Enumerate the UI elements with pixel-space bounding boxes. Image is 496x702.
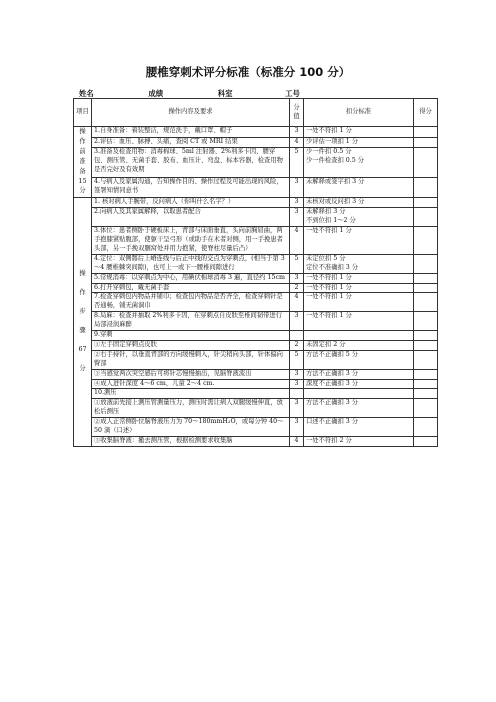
criteria-content: 5.常规消毒：以穿刺点为中心，用碘伏棉球消毒 3 遍，直径约 15cm	[92, 273, 290, 283]
criteria-content: ②成人正常侧卧位脑脊液压力为 70～180mmH₂O，或每分钟 40～50 滴（口述）	[92, 418, 290, 437]
deduction-rule	[304, 293, 414, 312]
name-label: 姓名	[79, 89, 94, 98]
table-row	[74, 293, 438, 312]
deduction-line: 一处不符扣 1 分	[306, 227, 352, 235]
criteria-points: 3	[290, 399, 304, 418]
deduction-rule	[304, 273, 414, 283]
deduction-line: 一处不符扣 1 分	[306, 273, 352, 281]
criteria-content: 6.打开穿刺包，戴无菌手套	[92, 283, 290, 293]
table-row	[74, 399, 438, 418]
score-got-cell[interactable]	[414, 178, 438, 198]
score-got-cell[interactable]	[414, 399, 438, 418]
criteria-points: 3	[290, 127, 304, 138]
criteria-points: 2	[290, 283, 304, 293]
deduction-line: 未定位扣 5 分	[306, 254, 346, 262]
section-label-char: 备	[79, 167, 86, 175]
score-got-cell[interactable]	[414, 273, 438, 283]
deduction-rule	[304, 198, 414, 208]
deduction-line: 未固定扣 2 分	[306, 340, 346, 348]
table-header-row	[74, 99, 438, 127]
section-label-char: 分	[79, 364, 86, 372]
deduction-line: 未核对或反问扣 3 分	[306, 198, 365, 206]
criteria-content: ④成人进针深度 4～6 cm，儿童 2～4 cm.	[92, 379, 290, 389]
table-row	[74, 254, 438, 273]
criteria-points: 3	[290, 379, 304, 389]
steps-section-label	[74, 198, 92, 447]
criteria-points	[290, 389, 304, 399]
criteria-points: 4	[290, 137, 304, 148]
section-label-char: 前	[79, 147, 86, 155]
score-got-cell[interactable]	[414, 389, 438, 399]
score-got-cell[interactable]	[414, 369, 438, 379]
deduction-rule	[304, 369, 414, 379]
deduction-line: 方法不正确扣 5 分	[306, 350, 359, 358]
table-row	[74, 178, 438, 198]
table-row	[74, 137, 438, 148]
deduction-rule	[304, 379, 414, 389]
criteria-points: 4	[290, 227, 304, 255]
deduction-rule	[304, 208, 414, 227]
score-got-cell[interactable]	[414, 350, 438, 369]
score-got-cell[interactable]	[414, 312, 438, 331]
section-label-char: 15	[78, 177, 87, 185]
deduction-line: 一处不符扣 1 分	[306, 283, 352, 291]
criteria-content: 9.穿刺	[92, 331, 290, 341]
table-row	[74, 331, 438, 341]
deduction-line: 少评估一项扣 1 分	[306, 137, 359, 145]
deduction-rule	[304, 389, 414, 399]
header-points: 分值	[290, 99, 304, 127]
score-got-cell[interactable]	[414, 437, 438, 447]
criteria-content: ①放液前先接上测压管测量压力，测压时需让病人双腿缓慢伸直，放松后测压	[92, 399, 290, 418]
section-label-char: 作	[79, 137, 86, 145]
table-row	[74, 437, 438, 447]
deduction-rule	[304, 254, 414, 273]
criteria-content: 4.与病人及家属沟通，告知操作目的、操作过程及可能出现的风险，签署知情同意书	[92, 178, 290, 198]
table-row	[74, 350, 438, 369]
criteria-content: 4.定位：双侧髂后上嵴连线与后正中线的交点为穿刺点，(相当于第 3～4 腰椎棘突间隙)，也可上一或下一腰椎间隙进行	[92, 254, 290, 273]
table-row	[74, 148, 438, 178]
table-row	[74, 379, 438, 389]
table-row	[74, 418, 438, 437]
section-label-char: 步	[79, 308, 86, 316]
score-got-cell[interactable]	[414, 137, 438, 148]
score-got-cell[interactable]	[414, 283, 438, 293]
score-got-cell[interactable]	[414, 198, 438, 208]
deduction-line: 深度不正确扣 3 分	[306, 379, 359, 387]
deduction-line: 未解释或签字扣 3 分	[306, 178, 365, 186]
deduction-line: 方法不正确扣 3 分	[306, 369, 359, 377]
criteria-points: 3	[290, 273, 304, 283]
table-row	[74, 198, 438, 208]
section-label-char: 操	[79, 128, 86, 135]
deduction-rule	[304, 331, 414, 341]
criteria-content: ③收集脑脊液：撤去测压管，根据检测要求收集脑	[92, 437, 290, 447]
criteria-content: 7.检查穿刺包内物品并铺巾；检查包内物品是否齐全，检查穿刺针是否通畅，铺无菌洞巾	[92, 293, 290, 312]
deduction-rule	[304, 148, 414, 178]
table-row	[74, 369, 438, 379]
criteria-points: 3	[290, 178, 304, 198]
criteria-points: 3	[290, 208, 304, 227]
criteria-content: ①左手固定穿刺点皮肤	[92, 340, 290, 350]
criteria-points: 2	[290, 340, 304, 350]
deduction-line: 少一件扣 0.5 分	[306, 148, 352, 156]
header-got: 得分	[414, 99, 438, 127]
score-got-cell[interactable]	[414, 418, 438, 437]
criteria-points: 5	[290, 350, 304, 369]
criteria-content: ②右手持针，以垂直背部的方向缓慢刺入，针尖稍向头部，针体偏向臀部	[92, 350, 290, 369]
table-row	[74, 389, 438, 399]
deduction-rule	[304, 127, 414, 138]
score-got-cell[interactable]	[414, 331, 438, 341]
criteria-points: 5	[290, 254, 304, 273]
section-label-char: 67	[78, 346, 87, 354]
table-row	[74, 127, 438, 138]
table-row	[74, 283, 438, 293]
deduction-line: 不到位扣 1～2 分	[306, 217, 356, 225]
criteria-points: 3	[290, 312, 304, 331]
criteria-content: 10.测压	[92, 389, 290, 399]
deduction-line: 未解释扣 3 分	[306, 208, 346, 216]
score-got-cell[interactable]	[414, 148, 438, 178]
deduction-rule	[304, 178, 414, 198]
table-row	[74, 227, 438, 255]
deduction-rule	[304, 283, 414, 293]
deduction-line: 一处不符扣 1 分	[306, 293, 352, 301]
deduction-rule	[304, 340, 414, 350]
deduction-rule	[304, 312, 414, 331]
deduction-line: 一处不符扣 2 分	[306, 437, 352, 444]
criteria-points: 5	[290, 148, 304, 178]
score-got-cell[interactable]	[414, 227, 438, 255]
deduction-line: 口述不正确扣 3 分	[306, 418, 359, 426]
criteria-points: 3	[290, 418, 304, 437]
section-label-char: 准	[79, 157, 86, 165]
section-label-char: 操	[79, 270, 86, 278]
header-deduction: 扣分标准	[304, 99, 414, 127]
criteria-points: 4	[290, 437, 304, 447]
deduction-line: 方法不正确扣 3 分	[306, 399, 359, 407]
score-label: 成绩	[148, 89, 164, 98]
criteria-content: 3.准备及检查用物：消毒棉球、5ml 注射器、2%利多卡因、腰穿包、测压管、无菌手套、胶布、血压计、弯盘、标本容器，检查用物是否完好及有效期	[92, 148, 290, 178]
score-got-cell[interactable]	[414, 254, 438, 273]
deduction-line: 少一件检查扣 0.5 分	[306, 157, 365, 165]
deduction-rule	[304, 437, 414, 447]
score-got-cell[interactable]	[414, 379, 438, 389]
scoring-table	[73, 98, 438, 447]
table-row	[74, 208, 438, 227]
criteria-content: ③当感觉两次突空感后可将针芯慢慢抽出，见脑脊液流出	[92, 369, 290, 379]
prep-section-label	[74, 127, 92, 198]
deduction-rule	[304, 399, 414, 418]
deduction-line: 一处不符扣 1 分	[306, 127, 352, 134]
deduction-rule	[304, 137, 414, 148]
criteria-content: 2.向病人及其家属解释，以取患者配合	[92, 208, 290, 227]
table-row	[74, 340, 438, 350]
dept-label: 科室	[217, 89, 233, 98]
section-label-char: 作	[79, 289, 86, 297]
header-item: 项目	[74, 99, 92, 127]
deduction-line: 一处不符扣 1 分	[306, 312, 352, 320]
section-label-char: 分	[79, 187, 86, 195]
criteria-points: 3	[290, 369, 304, 379]
page-title: 腰椎穿刺术评分标准（标准分 100 分）	[145, 65, 351, 79]
criteria-points: 4	[290, 293, 304, 312]
deduction-rule	[304, 418, 414, 437]
criteria-content: 3.体位：患者侧卧于硬板床上，背部与床面垂直，头向前胸屈曲，两手抱膝紧贴腹部，使躯干呈弓形（或助手在术者对侧，用一手挽患者头部，另一手挽双腘窝处并用力抱紧，使脊柱尽量后凸）	[92, 227, 290, 255]
score-got-cell[interactable]	[414, 208, 438, 227]
table-row	[74, 312, 438, 331]
criteria-points: 3	[290, 198, 304, 208]
id-label: 工号	[285, 89, 300, 98]
section-label-char: 骤	[79, 327, 86, 335]
header-content: 操作内容及要求	[92, 99, 290, 127]
criteria-points	[290, 331, 304, 341]
score-got-cell[interactable]	[414, 127, 438, 138]
deduction-rule	[304, 350, 414, 369]
score-got-cell[interactable]	[414, 340, 438, 350]
criteria-content: 8.局麻：检查并抽取 2%利多卡因，在穿刺点自皮肤至椎间韧带进行局部浸润麻醉	[92, 312, 290, 331]
deduction-line: 定位不准确扣 3 分	[306, 263, 359, 271]
table-row	[74, 273, 438, 283]
deduction-rule	[304, 227, 414, 255]
criteria-content: 2.评估：血压、脉搏、头痛，查阅 CT 或 MRI 结果	[92, 137, 290, 148]
criteria-content: 1.自身准备：着装整洁，规范洗手，戴口罩、帽子	[92, 127, 290, 138]
score-got-cell[interactable]	[414, 293, 438, 312]
criteria-content: 1. 核对病人手腕带，反问病人（你叫什么名字？）	[92, 198, 290, 208]
